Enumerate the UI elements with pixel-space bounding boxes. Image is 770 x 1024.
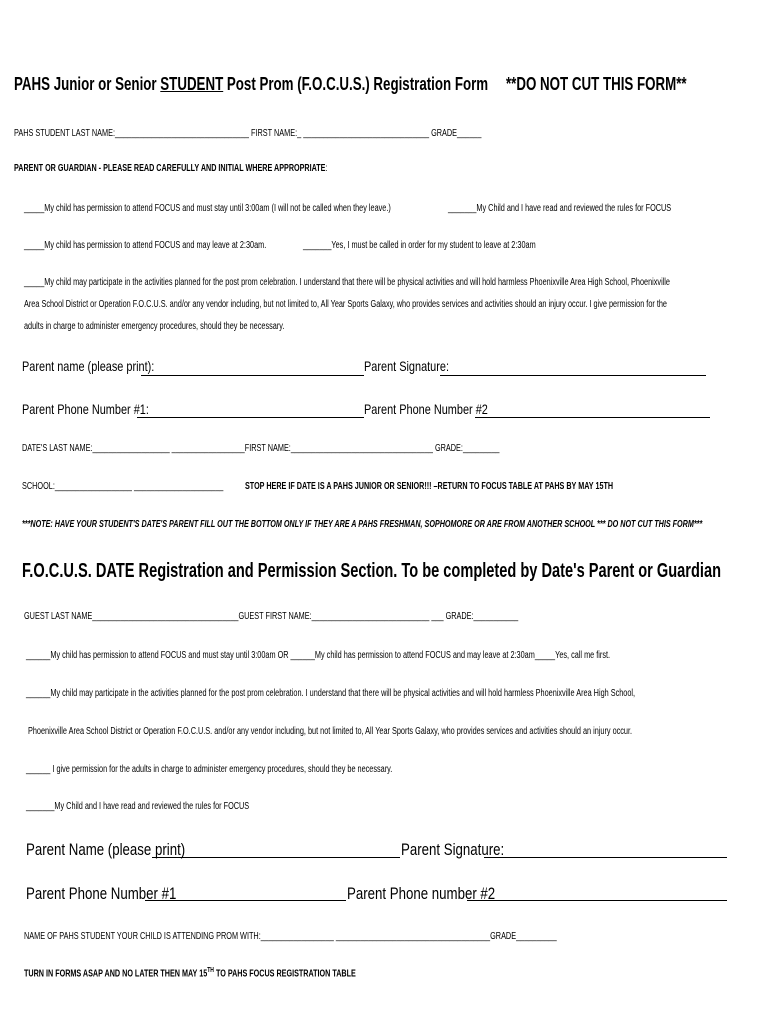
- date-name-line[interactable]: DATE'S LAST NAME:___________________ __________________FIRST NAME:___________________________________ GRADE:_________: [22, 443, 500, 454]
- call-me-initial[interactable]: _______Yes, I must be called in order for my student to leave at 2:30am: [303, 240, 536, 251]
- phone-2-underline[interactable]: [475, 417, 710, 418]
- do-not-cut-text: **DO NOT CUT THIS FORM**: [506, 74, 687, 94]
- title-suffix: Post Prom (F.O.C.U.S.) Registration Form: [223, 74, 489, 94]
- do-not-cut-notice: [506, 74, 750, 95]
- activities-waiver-line-1[interactable]: _____My child may participate in the activities planned for the post prom celebration. I understand that there will be physical activities and will hold harmless Phoenixville Area High School, Phoenixville: [24, 277, 670, 288]
- guest-activities-waiver-line-1[interactable]: ______My child may participate in the activities planned for the post prom celebration. I understand that there will be physical activities and will hold harmless Phoenixville Area High School,: [26, 688, 636, 699]
- parent-name-field[interactable]: Parent name (please print):: [22, 358, 155, 374]
- school-field[interactable]: SCHOOL:___________________ ______________________: [22, 481, 224, 492]
- prom-partner-line[interactable]: NAME OF PAHS STUDENT YOUR CHILD IS ATTENDING PROM WITH:__________________ ______________________________________GRADE__________: [24, 931, 557, 942]
- phone-1-field[interactable]: Parent Phone Number #1:: [22, 401, 149, 417]
- guest-parent-signature-underline[interactable]: [484, 857, 727, 858]
- title-student: STUDENT: [160, 74, 224, 94]
- rules-reviewed-initial[interactable]: _______My Child and I have read and reviewed the rules for FOCUS: [448, 203, 672, 214]
- guest-parent-name-underline[interactable]: [152, 857, 400, 858]
- parent-signature-field[interactable]: Parent Signature:: [364, 358, 449, 374]
- turn-in-deadline: TURN IN FORMS ASAP AND NO LATER THEN MAY 15TH TO PAHS FOCUS REGISTRATION TABLE: [24, 967, 356, 980]
- guest-phone-1-field[interactable]: Parent Phone Number #1: [26, 884, 177, 903]
- activities-waiver-line-2: Area School District or Operation F.O.C.U.S. and/or any vendor including, but not limited to, All Year Sports Galaxy, who provides services and activities should an injury occur. I give permission for the: [24, 299, 667, 310]
- guest-phone-2-underline[interactable]: [467, 900, 727, 901]
- guest-stay-or-leave-initials[interactable]: ______My child has permission to attend FOCUS and must stay until 3:00am OR ______My child has permission to attend FOCUS and may leave at 2:30am_____Yes, call me first.: [26, 650, 611, 661]
- guest-parent-name-field[interactable]: Parent Name (please print): [26, 840, 186, 859]
- activities-waiver-line-3: adults in charge to administer emergency procedures, should they be necessary.: [24, 321, 285, 332]
- guest-rules-reviewed-initial[interactable]: _______My Child and I have read and reviewed the rules for FOCUS: [26, 801, 250, 812]
- guest-name-line[interactable]: GUEST LAST NAME____________________________________GUEST FIRST NAME:_____________________________ ___ GRADE:___________: [24, 611, 519, 622]
- date-section-heading: F.O.C.U.S. DATE Registration and Permission Section. To be completed by Date's Parent or Guardian: [22, 560, 721, 582]
- guest-phone-1-underline[interactable]: [145, 900, 346, 901]
- title-prefix: PAHS Junior or Senior: [14, 74, 161, 94]
- guest-emergency-initial[interactable]: ______ I give permission for the adults in charge to administer emergency procedures, should they be necessary.: [26, 764, 393, 775]
- student-name-line[interactable]: PAHS STUDENT LAST NAME:_________________________________ FIRST NAME:_ _______________________________ GRADE______: [14, 128, 482, 139]
- stay-until-3am-initial[interactable]: _____My child has permission to attend FOCUS and must stay until 3:00am (I will not be called when they leave.): [24, 203, 391, 214]
- phone-2-field[interactable]: Parent Phone Number #2: [364, 401, 488, 417]
- phone-1-underline[interactable]: [137, 417, 364, 418]
- parent-signature-underline[interactable]: [440, 375, 706, 376]
- date-parent-note: ***NOTE: HAVE YOUR STUDENT'S DATE'S PARENT FILL OUT THE BOTTOM ONLY IF THEY ARE A PAHS FRESHMAN, SOPHOMORE OR ARE FROM ANOTHER SCHOOL *** DO NOT CUT THIS FORM***: [22, 519, 703, 530]
- parent-name-underline[interactable]: [141, 375, 364, 376]
- guest-activities-waiver-line-2: Phoenixville Area School District or Operation F.O.C.U.S. and/or any vendor including, but not limited to, All Year Sports Galaxy, who provides services and activities should an injury occur.: [28, 726, 633, 737]
- guest-phone-2-field[interactable]: Parent Phone number #2: [347, 884, 496, 903]
- guest-parent-signature-field[interactable]: Parent Signature:: [401, 840, 505, 859]
- stop-here-notice: STOP HERE IF DATE IS A PAHS JUNIOR OR SENIOR!!! –RETURN TO FOCUS TABLE AT PAHS BY MAY 15TH: [245, 481, 614, 492]
- leave-230-initial[interactable]: _____My child has permission to attend FOCUS and may leave at 2:30am.: [24, 240, 267, 251]
- parent-instructions-heading: PARENT OR GUARDIAN - PLEASE READ CAREFULLY AND INITIAL WHERE APPROPRIATE:: [14, 163, 328, 174]
